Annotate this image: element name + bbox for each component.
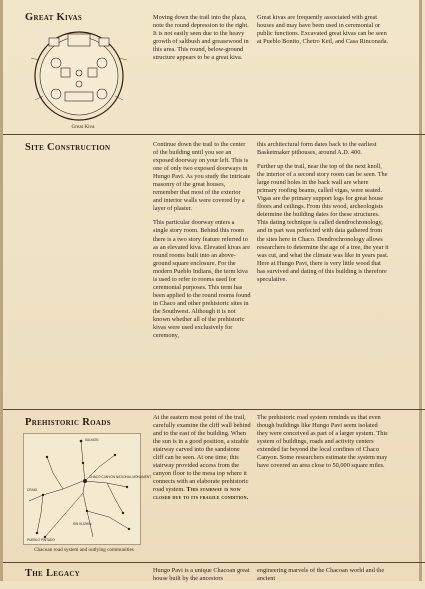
paragraph: Hungo Pavi is a unique Chacoan great house built by the ancestors: [153, 567, 250, 583]
section-title: Prehistoric Roads: [25, 417, 111, 428]
paragraph: Moving down the trail into the plaza, note the round depression to the right. It is not easily seen due to the heavy growth of saltbush and greasewood in this area. This round, below-ground structure appears to be a great kiva.: [153, 14, 249, 62]
legacy-right-column: [257, 567, 389, 589]
section-divider: [3, 562, 425, 563]
map-label: KIN KLIZHIN: [73, 522, 92, 526]
prehistoric-roads-mid-column: [153, 414, 251, 503]
section-great-kivas: [3, 4, 425, 134]
prehistoric-roads-right-column: [257, 414, 389, 476]
great-kivas-right-column: [257, 14, 389, 52]
paragraph: Further up the trail, near the top of the next knoll, the interior of a second story room can be seen. The large round holes in the back wall are where primary roofing beams, called vigas, were seated. Vigas are the primary support logs for great house floors and ceilings. From this wood, archeologists determine the building dates for these structures. This dating technique is called dendrochronology, and in part was perfected with data gathered from the sites here in Chaco. Dendrochronology allows researchers to determine the age of a tree, the year it was cut, and what the climate was like in years past. Here at Hungo Pavi, there is very little wood that has survived and dating of this building is therefore speculative.: [257, 163, 389, 283]
map-label: CRAIG: [27, 488, 38, 492]
map-label: CHACO CANYON NATIONAL MONUMENT: [89, 475, 152, 479]
section-site-construction: [3, 136, 425, 406]
road-system-map: [23, 433, 152, 545]
figure-caption: Great Kiva: [71, 124, 95, 130]
section-prehistoric-roads: [3, 411, 425, 559]
section-title: The Legacy: [25, 568, 81, 579]
paragraph: Continue down the trail to the center of the building until you see an exposed doorway on your left. This is one of only two exposed doorways in Hungo Pavi. As you study the intricate masonry of the great houses, remember that most of the exterior and interior walls were covered by a layer of plaster.: [153, 141, 251, 213]
great-kiva-illustration: [21, 28, 141, 128]
paragraph: Great kivas are frequently associated with great houses and may have been used in ceremonial or public functions. Excavated great kivas can be seen at Pueblo Bonito, Chetro Ketl, and Casa Rinconada.: [257, 14, 389, 46]
figure-caption: Chacoan road system and outlying communities: [34, 547, 134, 553]
section-title: Site Construction: [25, 142, 111, 153]
site-construction-right-column: [257, 141, 389, 290]
section-divider: [3, 134, 425, 135]
closure-note: This stairway is now closed due to its fragile condition.: [153, 486, 249, 502]
section-the-legacy: [3, 564, 425, 581]
paragraph: engineering marvels of the Chacoan world and the ancient: [257, 567, 385, 583]
paragraph: this architectural form dates back to the earliest Basketmaker pithouses, around A.D. 400.: [257, 141, 377, 157]
paragraph: This particular doorway enters a single story room. Behind this room there is a two story feature referred to as an elevated kiva. Elevated kivas are round rooms built into an above-ground square enclosure. For the modern Pueblo Indians, the term kiva is used to refer to rooms used for ceremonial purposes. This term has been applied to the round rooms found in Chaco and other prehistoric sites in the Southwest. Although it is not known whether all of the prehistoric kivas were used exclusively for ceremony,: [153, 219, 251, 340]
great-kivas-mid-column: [153, 14, 251, 68]
legacy-mid-column: [153, 567, 251, 589]
paragraph: The prehistoric road system reminds us that even though buildings like Hungo Pavi seem isolated they were conceived as part of a larger system. This system of buildings, roads and activity centers extended far beyond the local confines of Chaco Canyon. Some researchers estimate the system may have covered an area close to 50,000 square miles.: [257, 414, 388, 470]
paragraph: [153, 414, 251, 503]
map-label: SALMON: [85, 438, 99, 442]
section-divider: [3, 409, 425, 410]
map-label: PUEBLO PINTADO: [27, 538, 55, 542]
paragraph-text: At the eastern most point of the trail, carefully examine the cliff wall behind and to the east of the building. When the sun is in a good position, a sizable stairway carved into the sandstone cliff can be seen. At one time, this stairway provided access from the canyon floor to the mesa top where it connects with an elaborate prehistoric road system.: [153, 414, 251, 494]
site-construction-mid-column: [153, 141, 251, 346]
section-title: Great Kivas: [25, 12, 83, 23]
